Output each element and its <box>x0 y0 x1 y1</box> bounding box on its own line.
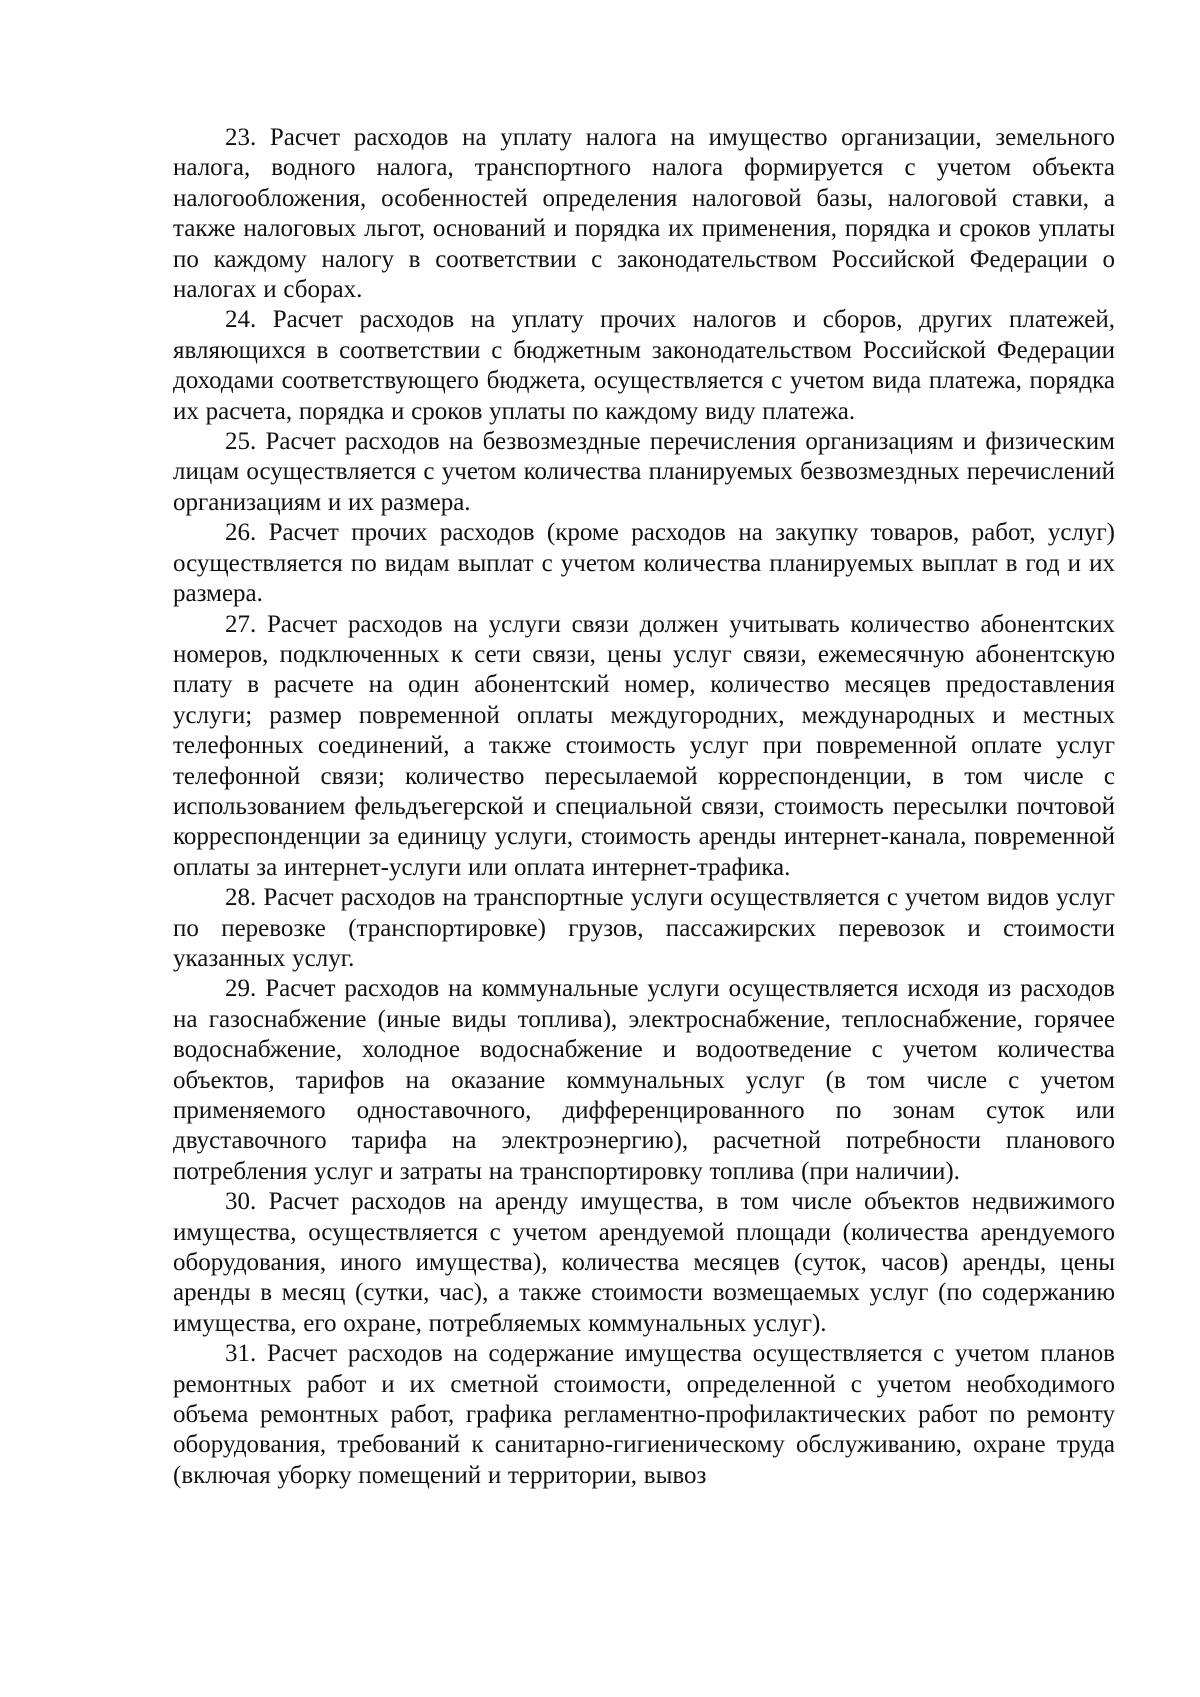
paragraph-28: 28. Расчет расходов на транспортные услуги осуществляется с учетом видов услуг по перевозке (транспортировке) грузов, пассажирских перевозок и стоимости указанных услуг. <box>173 884 1115 972</box>
paragraph-24: 24. Расчет расходов на уплату прочих налогов и сборов, других платежей, являющихся в соответствии с бюджетным законодательством Российской Федерации доходами соответствующего бюджета, осуществляется с учетом вида платежа, порядка их расчета, порядка и сроков уплаты по каждому виду платежа. <box>173 306 1115 425</box>
document-body <box>173 123 1115 1491</box>
paragraph-30: 30. Расчет расходов на аренду имущества, в том числе объектов недвижимого имущества, осуществляется с учетом арендуемой площади (количества арендуемого оборудования, иного имущества), количества месяцев (суток, часов) аренды, цены аренды в месяц (сутки, час), а также стоимости возмещаемых услуг (по содержанию имущества, его охране, потребляемых коммунальных услуг). <box>173 1188 1115 1337</box>
paragraph-23: 23. Расчет расходов на уплату налога на имущество организации, земельного налога, водного налога, транспортного налога формируется с учетом объекта налогообложения, особенностей определения налоговой базы, налоговой ставки, а также налоговых льгот, оснований и порядка их применения, порядка и сроков уплаты по каждому налогу в соответствии с законодательством Российской Федерации о налогах и сборах. <box>173 124 1115 304</box>
paragraph-25: 25. Расчет расходов на безвозмездные перечисления организациям и физическим лицам осуществляется с учетом количества планируемых безвозмездных перечислений организациям и их размера. <box>173 428 1115 516</box>
paragraph-26: 26. Расчет прочих расходов (кроме расходов на закупку товаров, работ, услуг) осуществляется по видам выплат с учетом количества планируемых выплат в год и их размера. <box>173 519 1115 608</box>
paragraph-27: 27. Расчет расходов на услуги связи должен учитывать количество абонентских номеров, подключенных к сети связи, цены услуг связи, ежемесячную абонентскую плату в расчете на один абонентский номер, количество месяцев предоставления услуги; размер повременной оплаты междугородних, международных и местных телефонных соединений, а также стоимость услуг при повременной оплате услуг телефонной связи; количество пересылаемой корреспонденции, в том числе с использованием фельдъегерской и специальной связи, стоимость пересылки почтовой корреспонденции за единицу услуги, стоимость аренды интернет-канала, повременной оплаты за интернет-услуги или оплата интернет-трафика. <box>173 610 1115 881</box>
paragraph-29: 29. Расчет расходов на коммунальные услуги осуществляется исходя из расходов на газоснабжение (иные виды топлива), электроснабжение, теплоснабжение, горячее водоснабжение, холодное водоснабжение и водоотведение с учетом количества объектов, тарифов на оказание коммунальных услуг (в том числе с учетом применяемого одноставочного, дифференцированного по зонам суток или двуставочного тарифа на электроэнергию), расчетной потребности планового потребления услуг и затраты на транспортировку топлива (при наличии). <box>173 975 1115 1185</box>
paragraph-31: 31. Расчет расходов на содержание имущества осуществляется с учетом планов ремонтных работ и их сметной стоимости, определенной с учетом необходимого объема ремонтных работ, графика регламентно-профилактических работ по ремонту оборудования, требований к санитарно-гигиеническому обслуживанию, охране труда (включая уборку помещений и территории, вывоз <box>173 1340 1115 1489</box>
